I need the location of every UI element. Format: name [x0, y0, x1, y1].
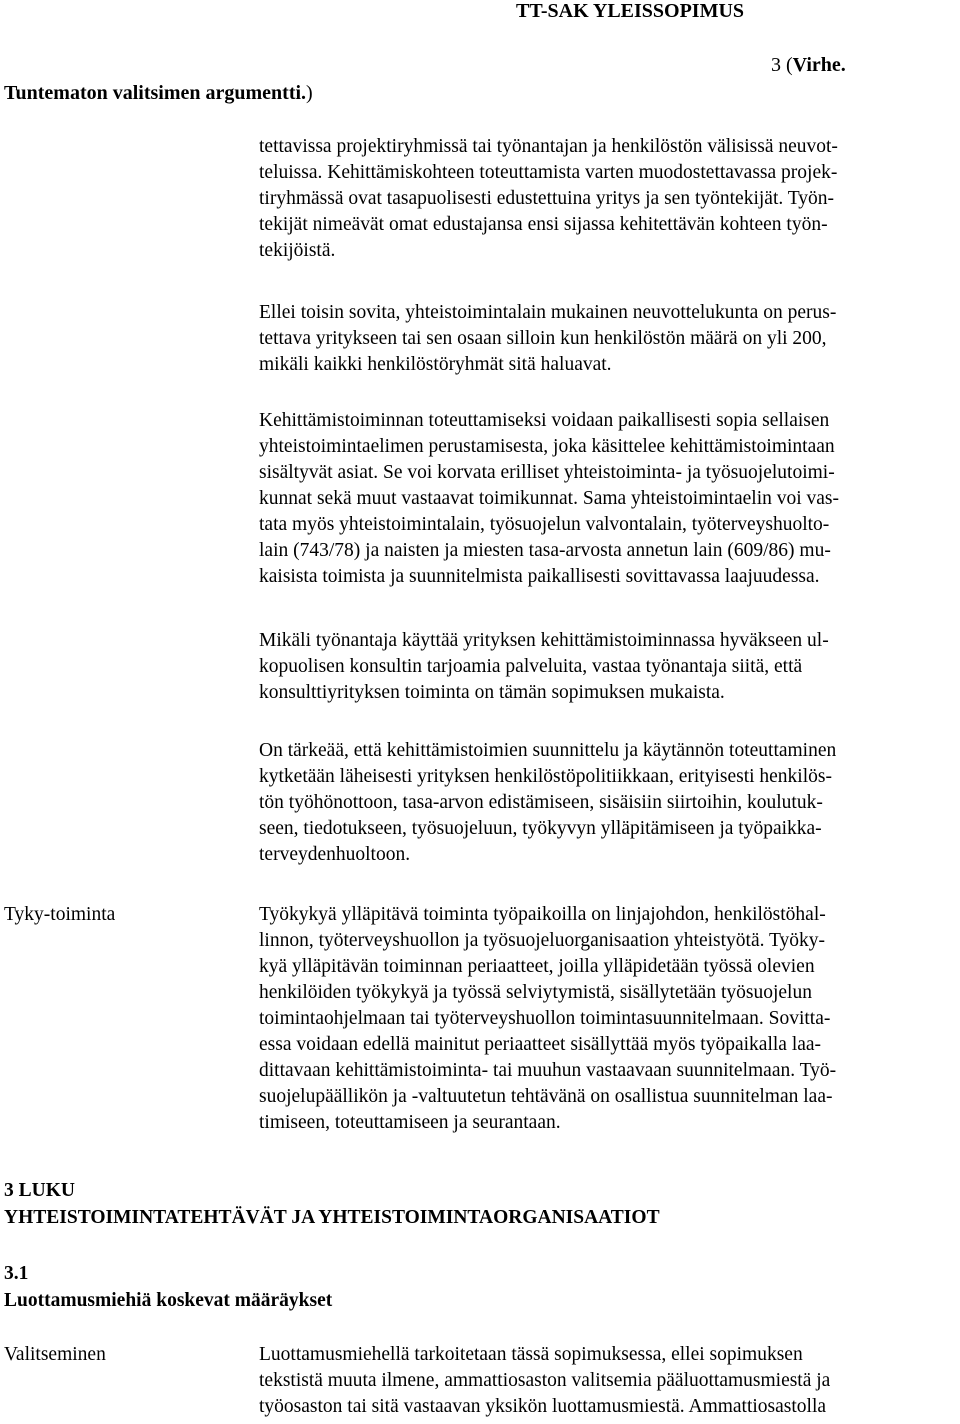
- paragraph-line: konsulttiyrityksen toiminta on tämän sopimuksen mukaista.: [259, 682, 725, 703]
- paragraph-line: henkilöiden työkykyä ja työssä selviytymistä, sisällytetään työsuojelun: [259, 982, 812, 1003]
- paragraph-line: tettava yritykseen tai sen osaan silloin kun henkilöstön määrä on yli 200,: [259, 328, 827, 349]
- error-text: Tuntematon valitsimen argumentti.: [4, 82, 307, 104]
- paragraph-line: yhteistoimintaelimen perustamisesta, joka käsittelee kehittämistoimintaan: [259, 436, 835, 457]
- paragraph-line: työosaston tai sitä vastaavan yksikön luottamusmiestä. Ammattiosastolla: [259, 1396, 827, 1417]
- paragraph-line: timiseen, toteuttamiseen ja seurantaan.: [259, 1112, 561, 1133]
- paragraph: [259, 628, 959, 706]
- paragraph-line: dittavaan kehittämistoiminta- tai muuhun vastaavaan suunnitelmaan. Työ-: [259, 1060, 837, 1081]
- paragraph-line: terveydenhuoltoon.: [259, 844, 411, 865]
- paragraph: [259, 134, 959, 264]
- paragraph-line: kunnat sekä muut vastaavat toimikunnat. Sama yhteistoimintaelin voi vas-: [259, 488, 840, 509]
- section-heading: [4, 1260, 332, 1314]
- paragraph-line: tekstistä muuta ilmene, ammattiosaston valitsemia pääluottamusmiestä ja: [259, 1370, 831, 1391]
- paragraph-line: linnon, työterveyshuollon ja työsuojeluorganisaation yhteistyötä. Työky-: [259, 930, 826, 951]
- paragraph-line: kytketään läheisesti yrityksen henkilöstöpolitiikkaan, erityisesti henkilös-: [259, 766, 832, 787]
- paragraph-line: seen, tiedotukseen, työsuojeluun, työkyvyn ylläpitämiseen ja työpaikka-: [259, 818, 822, 839]
- error-message: [4, 82, 313, 105]
- paragraph-line: kaisista toimista ja suunnitelmista paikallisesti sovittavassa laajuudessa.: [259, 566, 820, 587]
- paragraph-line: teluissa. Kehittämiskohteen toteuttamista varten muodostettavassa projek-: [259, 162, 838, 183]
- page-number: [771, 54, 846, 77]
- paragraph-line: tettavissa projektiryhmissä tai työnantajan ja henkilöstön välisissä neuvot-: [259, 136, 838, 157]
- paragraph-line: sisältyvät asiat. Se voi korvata erilliset yhteistoiminta- ja työsuojelutoimi-: [259, 462, 835, 483]
- paragraph: [259, 408, 959, 590]
- paragraph-line: mikäli kaikki henkilöstöryhmät sitä haluavat.: [259, 354, 612, 375]
- paragraph-line: On tärkeää, että kehittämistoimien suunnittelu ja käytännön toteuttaminen: [259, 740, 837, 761]
- paragraph-line: tata myös yhteistoimintalain, työsuojelun valvontalain, työterveyshuolto-: [259, 514, 830, 535]
- page-error: Virhe.: [792, 54, 846, 76]
- chapter-number: 3 LUKU: [4, 1180, 75, 1201]
- paragraph-line: Kehittämistoiminnan toteuttamiseksi voidaan paikallisesti sopia sellaisen: [259, 410, 830, 431]
- paragraph-line: kopuolisen konsultin tarjoamia palveluita, vastaa työnantaja siitä, että: [259, 656, 803, 677]
- paragraph-line: tön työhönottoon, tasa-arvon edistämiseen, sisäisiin siirtoihin, koulutuk-: [259, 792, 823, 813]
- paragraph: [259, 902, 959, 1136]
- margin-label-valitseminen: Valitseminen: [4, 1344, 106, 1365]
- chapter-title: YHTEISTOIMINTATEHTÄVÄT JA YHTEISTOIMINTAORGANISAATIOT: [4, 1207, 660, 1228]
- section-title: Luottamusmiehiä koskevat määräykset: [4, 1290, 333, 1311]
- paragraph: [259, 1342, 959, 1420]
- paragraph-line: Ellei toisin sovita, yhteistoimintalain mukainen neuvottelukunta on perus-: [259, 302, 837, 323]
- paragraph-line: tiryhmässä ovat tasapuolisesti edustettuina yritys ja sen työntekijät. Työn-: [259, 188, 835, 209]
- paragraph-line: toimintaohjelmaan tai työterveyshuollon toimintasuunnitelmaan. Sovitta-: [259, 1008, 831, 1029]
- paragraph-line: Työkykyä ylläpitävä toiminta työpaikoilla on linjajohdon, henkilöstöhal-: [259, 904, 826, 925]
- paragraph-line: tekijät nimeävät omat edustajansa ensi sijassa kehitettävän kohteen työn-: [259, 214, 828, 235]
- paragraph: [259, 300, 959, 378]
- paragraph: [259, 738, 959, 868]
- paragraph-line: lain (743/78) ja naisten ja miesten tasa-arvosta annetun lain (609/86) mu-: [259, 540, 831, 561]
- error-suffix: ): [306, 82, 313, 104]
- section-number: 3.1: [4, 1263, 29, 1284]
- paragraph-line: Luottamusmiehellä tarkoitetaan tässä sopimuksessa, ellei sopimuksen: [259, 1344, 803, 1365]
- margin-label-tyky: Tyky-toiminta: [4, 904, 116, 925]
- paragraph-line: tekijöistä.: [259, 240, 336, 261]
- chapter-heading: [4, 1177, 660, 1231]
- paragraph-line: Mikäli työnantaja käyttää yrityksen kehittämistoiminnassa hyväkseen ul-: [259, 630, 829, 651]
- page-prefix: 3 (: [771, 54, 793, 76]
- paragraph-line: suojelupäällikön ja -valtuutetun tehtävänä on osallistua suunnitelman laa-: [259, 1086, 833, 1107]
- paragraph-line: essa voidaan edellä mainitut periaatteet sisällyttää myös työpaikalla laa-: [259, 1034, 822, 1055]
- paragraph-line: kyä ylläpitävän toiminnan periaatteet, joilla ylläpidetään työssä olevien: [259, 956, 815, 977]
- document-title: TT-SAK YLEISSOPIMUS: [516, 0, 745, 22]
